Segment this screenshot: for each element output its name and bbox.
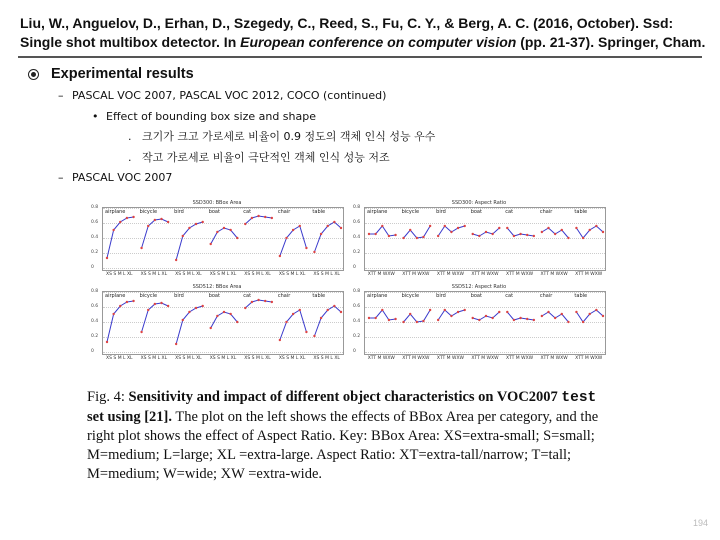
data-point xyxy=(279,339,281,341)
data-point xyxy=(244,307,246,309)
x-tick-group: XTT M WXW xyxy=(471,356,499,361)
panel-plot-area xyxy=(353,205,606,271)
y-tick-label: 0.8 xyxy=(91,205,99,210)
x-tick-group: XTT M WXW xyxy=(540,272,568,277)
data-point xyxy=(292,313,294,315)
y-tick-label: 0.8 xyxy=(353,289,361,294)
caption-body: The plot on the left shows the effects of BBox Area per category, and the right plot shows the effect of Aspect Ratio. Key: BBox Area: XS=extra-small; S=small; M=medium; L=large; XL =extra-large. Aspect Ratio: XT=extra-tall/narrow; T=tall; M=medium; W=wide; XW =extra-wide. xyxy=(87,409,599,482)
data-point xyxy=(182,319,184,321)
data-point xyxy=(216,231,218,233)
outline-item xyxy=(128,151,390,165)
data-point xyxy=(541,231,543,233)
category-label: chair xyxy=(539,209,553,215)
data-point xyxy=(491,317,493,319)
category-label: table xyxy=(574,209,588,215)
data-point xyxy=(112,313,114,315)
data-point xyxy=(216,315,218,317)
data-point xyxy=(416,237,418,239)
y-tick-label: 0.6 xyxy=(91,220,99,225)
data-point xyxy=(519,317,521,319)
data-point xyxy=(416,321,418,323)
data-point xyxy=(154,303,156,305)
data-point xyxy=(223,311,225,313)
data-point xyxy=(160,218,162,220)
data-point xyxy=(575,311,577,313)
data-point xyxy=(374,317,376,319)
panel-plot-area xyxy=(91,289,344,355)
category-label: bird xyxy=(436,293,446,299)
data-point xyxy=(506,227,508,229)
x-tick-group: XTT M WXW xyxy=(575,356,603,361)
x-tick-group: XTT M WXW xyxy=(436,356,464,361)
caption-bold-ref: set using [21]. xyxy=(87,409,172,425)
x-tick-group: XS S M L XL xyxy=(106,356,133,361)
data-point xyxy=(381,225,383,227)
data-point xyxy=(368,233,370,235)
category-label: bird xyxy=(436,209,446,215)
y-tick-label: 0 xyxy=(91,349,94,354)
y-tick-label: 0.4 xyxy=(353,235,361,240)
data-point xyxy=(167,221,169,223)
data-point xyxy=(340,311,342,313)
data-point xyxy=(464,225,466,227)
x-tick-group: XS S M L XL xyxy=(140,272,168,277)
series-line xyxy=(404,226,431,238)
data-point xyxy=(229,229,231,231)
data-point xyxy=(271,217,273,219)
data-point xyxy=(381,309,383,311)
y-tick-label: 0.4 xyxy=(353,319,361,324)
series-line xyxy=(211,228,238,244)
data-point xyxy=(299,309,301,311)
data-point xyxy=(126,217,128,219)
outline-item xyxy=(58,89,386,103)
data-point xyxy=(513,319,515,321)
data-point xyxy=(472,233,474,235)
category-label: table xyxy=(312,209,326,215)
data-point xyxy=(444,309,446,311)
data-point xyxy=(595,225,597,227)
data-point xyxy=(429,225,431,227)
data-point xyxy=(602,231,604,233)
category-label: cat xyxy=(243,293,252,299)
data-point xyxy=(160,302,162,304)
data-point xyxy=(457,311,459,313)
caption-bold-title: Sensitivity and impact of different object characteristics on VOC2007 xyxy=(128,389,562,405)
data-point xyxy=(236,321,238,323)
category-label: cat xyxy=(505,293,514,299)
data-point xyxy=(478,235,480,237)
x-axis-labels xyxy=(364,356,606,361)
x-tick-group: XTT M WXW xyxy=(471,272,499,277)
data-point xyxy=(126,301,128,303)
x-tick-group: XTT M WXW xyxy=(402,356,430,361)
x-tick-group: XS S M L XL xyxy=(278,356,306,361)
data-point xyxy=(589,229,591,231)
data-point xyxy=(257,299,259,301)
series-line xyxy=(211,312,238,328)
data-point xyxy=(132,300,134,302)
y-tick-label: 0.6 xyxy=(91,304,99,309)
data-point xyxy=(327,309,329,311)
citation-venue: European conference on computer vision xyxy=(240,34,517,50)
header-divider xyxy=(18,56,702,58)
data-point xyxy=(333,305,335,307)
dash-marker: – xyxy=(58,171,64,184)
data-point xyxy=(313,335,315,337)
data-point xyxy=(561,229,563,231)
figure-panel xyxy=(88,200,346,282)
data-point xyxy=(478,319,480,321)
x-tick-group: XTT M WXW xyxy=(575,272,603,277)
dash-marker: – xyxy=(58,89,64,102)
data-point xyxy=(320,233,322,235)
panel-plot-area xyxy=(91,205,344,271)
data-point xyxy=(472,317,474,319)
category-label: boat xyxy=(470,293,482,299)
x-tick-group: XS S M L XL xyxy=(175,272,202,277)
category-label: bicycle xyxy=(401,209,420,215)
data-point xyxy=(147,225,149,227)
y-tick-label: 0.6 xyxy=(353,220,361,225)
data-point xyxy=(251,301,253,303)
category-label: bird xyxy=(174,209,184,215)
x-tick-group: XTT M WXW xyxy=(402,272,430,277)
x-tick-group: XS S M L XL xyxy=(209,356,237,361)
series-line xyxy=(142,303,169,332)
caption-label: Fig. 4: xyxy=(87,389,129,405)
data-point xyxy=(202,305,204,307)
data-point xyxy=(506,311,508,313)
data-point xyxy=(333,221,335,223)
category-label: table xyxy=(312,293,326,299)
data-point xyxy=(595,309,597,311)
data-point xyxy=(236,237,238,239)
x-tick-group: XTT M WXW xyxy=(367,272,395,277)
data-point xyxy=(547,227,549,229)
data-point xyxy=(167,305,169,307)
y-tick-label: 0 xyxy=(353,265,356,270)
data-point xyxy=(409,313,411,315)
data-point xyxy=(444,225,446,227)
panel-plot-area xyxy=(353,289,606,355)
data-point xyxy=(388,235,390,237)
series-line xyxy=(576,310,603,322)
section-heading xyxy=(28,66,194,82)
y-tick-label: 0.2 xyxy=(91,250,99,255)
outline-item-text: Effect of bounding box size and shape xyxy=(106,110,316,123)
y-tick-label: 0.6 xyxy=(353,304,361,309)
data-point xyxy=(513,235,515,237)
data-point xyxy=(575,227,577,229)
y-tick-label: 0.2 xyxy=(353,250,361,255)
period-marker: . xyxy=(128,130,132,143)
data-point xyxy=(554,233,556,235)
period-marker: . xyxy=(128,151,132,164)
x-tick-group: XS S M L XL xyxy=(313,356,340,361)
data-point xyxy=(547,311,549,313)
data-point xyxy=(313,251,315,253)
y-tick-label: 0.4 xyxy=(91,319,99,324)
x-tick-group: XS S M L XL xyxy=(244,272,271,277)
data-point xyxy=(154,219,156,221)
data-point xyxy=(437,235,439,237)
data-point xyxy=(526,234,528,236)
data-point xyxy=(106,257,108,259)
panel-title: SSD300: Aspect Ratio xyxy=(451,200,507,206)
data-point xyxy=(264,216,266,218)
series-lines xyxy=(103,208,345,270)
data-point xyxy=(394,318,396,320)
x-axis-labels xyxy=(102,272,344,277)
data-point xyxy=(567,321,569,323)
panel-title: SSD300: BBox Area xyxy=(192,200,242,206)
sensitivity-figure xyxy=(88,200,608,366)
figure-panel xyxy=(88,284,346,366)
citation-line1: Liu, W., Anguelov, D., Erhan, D., Szegedy, C., Reed, S., Fu, C. Y., & Berg, A. C. (2016, October). Ssd: xyxy=(20,15,674,31)
data-point xyxy=(485,231,487,233)
data-point xyxy=(279,255,281,257)
y-tick-label: 0.4 xyxy=(91,235,99,240)
x-tick-group: XTT M WXW xyxy=(540,356,568,361)
x-axis-labels xyxy=(364,272,606,277)
data-point xyxy=(450,231,452,233)
x-tick-group: XS S M L XL xyxy=(313,272,340,277)
data-point xyxy=(485,315,487,317)
figure-caption xyxy=(87,388,607,484)
data-point xyxy=(188,311,190,313)
outline-item-text: 크기가 크고 가로세로 비율이 0.9 정도의 객체 인식 성능 우수 xyxy=(142,130,436,143)
circle-bullet-icon xyxy=(28,69,39,80)
data-point xyxy=(422,236,424,238)
data-point xyxy=(202,221,204,223)
data-point xyxy=(582,321,584,323)
series-line xyxy=(576,226,603,238)
outline-item-text: PASCAL VOC 2007 xyxy=(72,171,173,184)
category-label: chair xyxy=(539,293,553,299)
data-point xyxy=(223,227,225,229)
series-lines xyxy=(365,208,607,270)
category-label: table xyxy=(574,293,588,299)
data-point xyxy=(394,234,396,236)
y-tick-label: 0.8 xyxy=(91,289,99,294)
data-point xyxy=(340,227,342,229)
x-tick-group: XTT M WXW xyxy=(505,272,534,277)
data-point xyxy=(195,223,197,225)
data-point xyxy=(257,215,259,217)
data-point xyxy=(292,229,294,231)
series-line xyxy=(245,300,272,308)
y-tick-label: 0.2 xyxy=(353,334,361,339)
data-point xyxy=(106,341,108,343)
series-lines xyxy=(365,292,607,354)
y-tick-label: 0 xyxy=(353,349,356,354)
data-point xyxy=(526,318,528,320)
series-lines xyxy=(103,292,345,354)
panel-title: SSD512: Aspect Ratio xyxy=(451,284,507,290)
data-point xyxy=(305,331,307,333)
data-point xyxy=(132,216,134,218)
data-point xyxy=(320,317,322,319)
category-label: airplane xyxy=(367,293,388,299)
panel-title: SSD512: BBox Area xyxy=(192,284,242,290)
data-point xyxy=(210,327,212,329)
category-label: bird xyxy=(174,293,184,299)
data-point xyxy=(402,321,404,323)
data-point xyxy=(374,233,376,235)
data-point xyxy=(554,317,556,319)
x-tick-group: XS S M L XL xyxy=(278,272,306,277)
data-point xyxy=(567,237,569,239)
caption-test-word: test xyxy=(561,390,597,406)
data-point xyxy=(409,229,411,231)
data-point xyxy=(305,247,307,249)
outline-item xyxy=(92,110,316,124)
data-point xyxy=(147,309,149,311)
outline-item xyxy=(128,130,435,144)
outline-item-text: PASCAL VOC 2007, PASCAL VOC 2012, COCO (continued) xyxy=(72,89,387,102)
category-label: bicycle xyxy=(401,293,420,299)
category-label: cat xyxy=(505,209,514,215)
data-point xyxy=(589,313,591,315)
data-point xyxy=(533,319,535,321)
category-label: airplane xyxy=(105,293,126,299)
category-label: boat xyxy=(470,209,482,215)
data-point xyxy=(264,300,266,302)
data-point xyxy=(582,237,584,239)
data-point xyxy=(498,227,500,229)
x-tick-group: XS S M L XL xyxy=(209,272,237,277)
citation-line2-pre: Single shot multibox detector. In xyxy=(20,34,241,50)
data-point xyxy=(210,243,212,245)
data-point xyxy=(140,331,142,333)
data-point xyxy=(285,321,287,323)
data-point xyxy=(533,235,535,237)
category-label: boat xyxy=(208,209,220,215)
outline-item xyxy=(58,171,172,185)
series-line xyxy=(369,310,396,320)
data-point xyxy=(229,313,231,315)
category-label: cat xyxy=(243,209,252,215)
x-tick-group: XS S M L XL xyxy=(106,272,133,277)
data-point xyxy=(195,307,197,309)
y-tick-label: 0.8 xyxy=(353,205,361,210)
dot-marker: • xyxy=(92,110,99,123)
x-tick-group: XTT M WXW xyxy=(505,356,534,361)
data-point xyxy=(299,225,301,227)
data-point xyxy=(498,311,500,313)
series-line xyxy=(404,310,431,322)
data-point xyxy=(602,315,604,317)
category-label: boat xyxy=(208,293,220,299)
data-point xyxy=(457,227,459,229)
data-point xyxy=(251,217,253,219)
data-point xyxy=(271,301,273,303)
data-point xyxy=(541,315,543,317)
category-label: chair xyxy=(277,209,291,215)
x-tick-group: XS S M L XL xyxy=(140,356,168,361)
data-point xyxy=(175,259,177,261)
series-line xyxy=(369,226,396,236)
data-point xyxy=(437,319,439,321)
series-line xyxy=(142,219,169,248)
citation-line2-post: (pp. 21-37). Springer, Cham. xyxy=(516,34,706,50)
data-point xyxy=(112,229,114,231)
data-point xyxy=(368,317,370,319)
data-point xyxy=(429,309,431,311)
category-label: chair xyxy=(277,293,291,299)
data-point xyxy=(140,247,142,249)
data-point xyxy=(491,233,493,235)
page-number: 194 xyxy=(692,518,708,528)
data-point xyxy=(450,315,452,317)
data-point xyxy=(188,227,190,229)
figure-panel xyxy=(350,200,608,282)
x-axis-labels xyxy=(102,356,344,361)
data-point xyxy=(182,235,184,237)
data-point xyxy=(175,343,177,345)
data-point xyxy=(244,223,246,225)
x-tick-group: XS S M L XL xyxy=(244,356,271,361)
category-label: airplane xyxy=(105,209,126,215)
data-point xyxy=(327,225,329,227)
category-label: bicycle xyxy=(139,293,158,299)
section-heading-text: Experimental results xyxy=(51,66,194,82)
data-point xyxy=(119,221,121,223)
figure-panel xyxy=(350,284,608,366)
outline-item-text: 작고 가로세로 비율이 극단적인 객체 인식 성능 저조 xyxy=(142,151,390,164)
y-tick-label: 0 xyxy=(91,265,94,270)
data-point xyxy=(119,305,121,307)
y-tick-label: 0.2 xyxy=(91,334,99,339)
x-tick-group: XTT M WXW xyxy=(436,272,464,277)
data-point xyxy=(519,233,521,235)
x-tick-group: XTT M WXW xyxy=(367,356,395,361)
citation-header xyxy=(20,14,710,52)
data-point xyxy=(422,320,424,322)
data-point xyxy=(388,319,390,321)
data-point xyxy=(464,309,466,311)
category-label: airplane xyxy=(367,209,388,215)
category-label: bicycle xyxy=(139,209,158,215)
data-point xyxy=(561,313,563,315)
data-point xyxy=(285,237,287,239)
x-tick-group: XS S M L XL xyxy=(175,356,202,361)
data-point xyxy=(402,237,404,239)
